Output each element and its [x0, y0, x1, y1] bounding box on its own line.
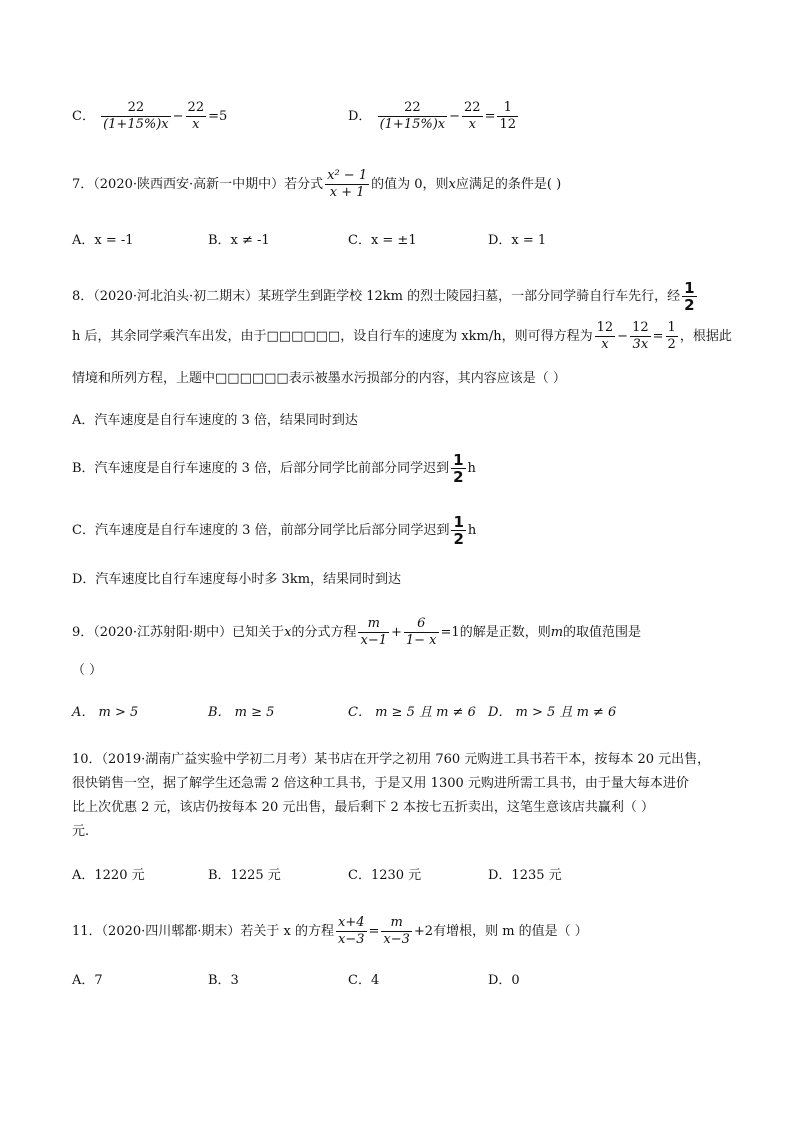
q8-line-3: 情境和所列方程，上题中□□□□□□表示被墨水污损部分的内容，其内容应该是（ ） [72, 371, 566, 386]
q8-option-d: D．汽车速度比自行车速度每小时多 3km，结果同时到达 [72, 572, 402, 587]
q6-option-d: D． $\frac{22}{(1+15\%)x}$ − $\frac{22}{x}$ = $\frac{1}{12}$ [348, 100, 517, 132]
q8-option-a: A．汽车速度是自行车速度的 3 倍，结果同时到达 [72, 413, 358, 428]
q10-line-2: 很快销售一空，据了解学生还急需 2 倍这种工具书，于是又用 1300 元购进所需工具书，由于量大每本进价 [72, 776, 689, 791]
q9-option-d: D． m > 5 且 m ≠ 6 [488, 705, 617, 720]
q11-question: 11．（2020·四川郫都·期末）若关于 x 的方程 $\frac{x+4}{x-3}$ = $\frac{m}{x-3}$ +2有增根，则 m 的值是（ ） [72, 915, 588, 947]
q8-eq-fraction-1: $\frac{12}{x}$ [596, 320, 614, 352]
q6-d-fraction-2: $\frac{22}{x}$ [464, 100, 481, 132]
q7-option-b: B．x ≠ -1 [208, 233, 270, 248]
q8-option-b: B．汽车速度是自行车速度的 3 倍，后部分同学比前部分同学迟到 $\frac{1}{2}$ h [72, 451, 476, 486]
q6-c-fraction-2: $\frac{22}{x}$ [187, 100, 205, 132]
q7-option-d: D．x = 1 [488, 233, 547, 248]
q8-eq-fraction-3: $\frac{1}{2}$ [667, 320, 676, 352]
q8-half-fraction: $\frac{1}{2}$ [684, 279, 695, 314]
q7-question: 7．（2020·陕西西安·高新一中期中）若分式 $\frac{\text{x² − 1}}{x + 1}$ 的值为 0，则x应满足的条件是( ) [72, 168, 562, 200]
q8-eq-fraction-2: $\frac{12}{3x}$ [632, 320, 649, 352]
q9-fraction-2: $\frac{6}{1- x}$ [405, 616, 437, 648]
q7-option-a: A．x = -1 [72, 233, 134, 248]
q11-fraction-2: $\frac{m}{x-3}$ [383, 915, 410, 947]
q9-option-a: A． m > 5 [72, 705, 139, 720]
q8-line-1: 8．（2020·河北泊头·初二期末）某班学生到距学校 12km 的烈士陵园扫墓，一部分同学骑自行车先行，经 $\frac{1}{2}$ [72, 279, 695, 314]
q8-line-2: h 后，其余同学乘汽车出发，由于□□□□□□，设自行车的速度为 xkm/h，则可得方程为 $\frac{12}{x}$ − $\frac{12}{3x}$ = $\frac{1}{2}$ ，根据此 [72, 320, 732, 352]
q10-option-a: A．1220 元 [72, 868, 145, 883]
q10-line-1: 10．（2019·湖南广益实验中学初二月考）某书店在开学之初用 760 元购进工具书若干本，按每本 20 元出售， [72, 752, 711, 767]
q11-fraction-1: $\frac{x+4}{x-3}$ [338, 915, 365, 947]
q9-question: 9．（2020·江苏射阳·期中）已知关于x的分式方程 $\frac{m}{x-1}$ + $\frac{6}{1- x}$ =1的解是正数，则m的取值范围是 [72, 616, 642, 648]
q8-b-half-fraction: $\frac{1}{2}$ [453, 451, 464, 486]
q8-c-half-fraction: $\frac{1}{2}$ [453, 513, 464, 548]
q9-answer-paren: （ ） [72, 663, 103, 678]
q7-fraction: $\frac{\text{x² − 1}}{x + 1}$ [327, 168, 368, 200]
q6-c-fraction-1: $\frac{22}{(1+15\%)x}$ [103, 100, 169, 132]
q10-line-4: 元. [72, 824, 90, 839]
q10-line-3: 比上次优惠 2 元，该店仍按每本 20 元出售，最后剩下 2 本按七五折卖出，这笔生意该店共赢利（ ） [72, 800, 655, 815]
q11-option-b: B．3 [208, 973, 239, 988]
q10-option-d: D．1235 元 [488, 868, 562, 883]
q11-option-a: A．7 [72, 973, 103, 988]
q10-option-b: B．1225 元 [208, 868, 281, 883]
q11-option-d: D．0 [488, 973, 520, 988]
q11-option-c: C．4 [348, 973, 380, 988]
q6-d-fraction-3: $\frac{1}{12}$ [499, 100, 517, 132]
q9-fraction-1: $\frac{m}{x-1}$ [360, 616, 387, 648]
q9-option-b: B． m ≥ 5 [208, 705, 275, 720]
q9-option-c: C． m ≥ 5 且 m ≠ 6 [348, 705, 476, 720]
q10-option-c: C．1230 元 [348, 868, 422, 883]
q6-d-fraction-1: $\frac{22}{(1+15\%)x}$ [379, 100, 446, 132]
q7-option-c: C．x = ±1 [348, 233, 417, 248]
q6-option-c: C． $\frac{22}{(1+15\%)x}$ − $\frac{22}{x}$ =5 [72, 100, 228, 132]
q8-option-c: C．汽车速度是自行车速度的 3 倍，前部分同学比后部分同学迟到 $\frac{1}{2}$ h [72, 513, 477, 548]
